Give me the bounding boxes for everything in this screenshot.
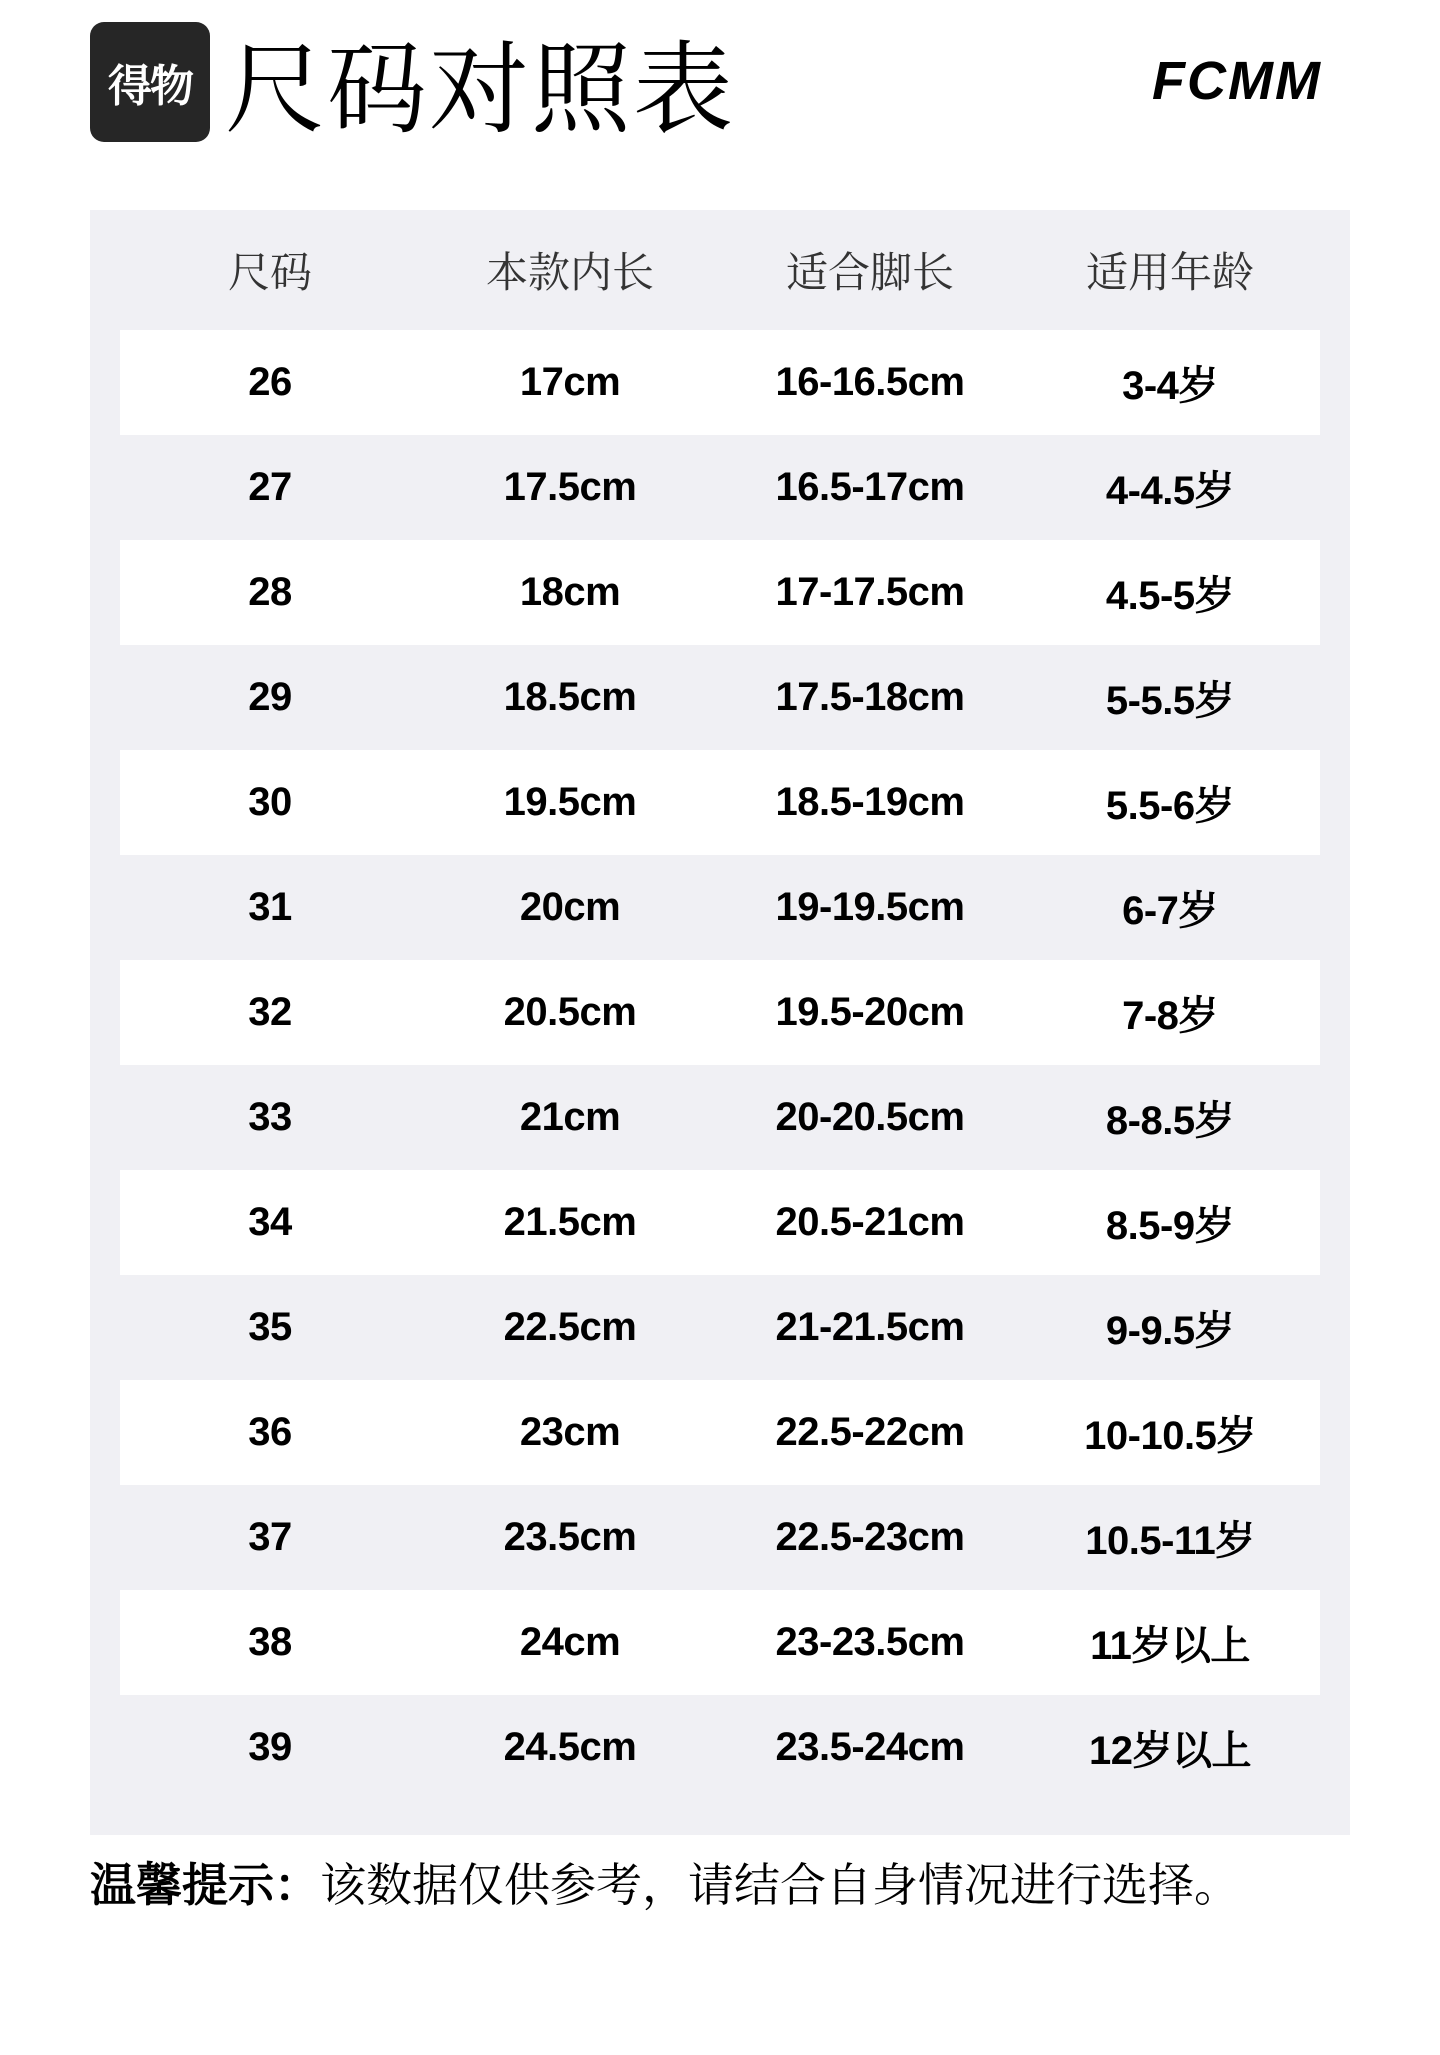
table-row [120, 330, 1320, 435]
cell-size: 35 [248, 1305, 292, 1349]
column-header-size: 尺码 [227, 248, 312, 297]
cell-age: 11岁以上 [1090, 1624, 1250, 1668]
cell-foot-length: 23.5-24cm [775, 1725, 965, 1769]
cell-foot-length: 22.5-22cm [775, 1410, 965, 1454]
table-row [120, 540, 1320, 645]
table-row [120, 1275, 1320, 1380]
table-row [120, 855, 1320, 960]
size-chart-panel [90, 210, 1350, 1835]
cell-inner-length: 22.5cm [503, 1305, 637, 1349]
cell-foot-length: 19.5-20cm [775, 990, 965, 1034]
cell-foot-length: 17-17.5cm [775, 570, 965, 614]
cell-age: 10-10.5岁 [1084, 1414, 1256, 1458]
cell-foot-length: 23-23.5cm [775, 1620, 965, 1664]
cell-age: 12岁以上 [1089, 1729, 1251, 1773]
cell-size: 30 [248, 780, 292, 824]
cell-size: 28 [248, 570, 292, 614]
cell-age: 3-4岁 [1122, 364, 1218, 408]
cell-age: 5-5.5岁 [1105, 679, 1235, 723]
cell-inner-length: 17.5cm [503, 465, 637, 509]
cell-age: 6-7岁 [1122, 889, 1218, 933]
table-row [120, 960, 1320, 1065]
column-header-inner-length: 本款内长 [485, 248, 654, 297]
cell-size: 38 [248, 1620, 292, 1664]
tip-text: 该数据仅供参考，请结合自身情况进行选择。 [320, 1858, 1240, 1912]
cell-inner-length: 21cm [519, 1095, 621, 1139]
cell-foot-length: 19-19.5cm [775, 885, 965, 929]
cell-age: 4-4.5岁 [1105, 469, 1235, 513]
cell-age: 8.5-9岁 [1105, 1204, 1235, 1248]
cell-size: 39 [248, 1725, 292, 1769]
cell-inner-length: 24.5cm [503, 1725, 637, 1769]
cell-foot-length: 16.5-17cm [775, 465, 965, 509]
cell-size: 32 [248, 990, 292, 1034]
table-row [120, 1170, 1320, 1275]
logo-text: 得物 [108, 61, 192, 112]
cell-inner-length: 18.5cm [503, 675, 637, 719]
table-row [120, 645, 1320, 750]
table-row [120, 1590, 1320, 1695]
tip-label: 温馨提示： [90, 1858, 320, 1912]
cell-foot-length: 20.5-21cm [775, 1200, 965, 1244]
cell-age: 7-8岁 [1122, 994, 1218, 1038]
column-header-foot-length: 适合脚长 [785, 248, 954, 297]
cell-size: 29 [248, 675, 292, 719]
cell-age: 10.5-11岁 [1085, 1519, 1255, 1563]
cell-inner-length: 23cm [519, 1410, 621, 1454]
cell-age: 8-8.5岁 [1105, 1099, 1235, 1143]
cell-inner-length: 20cm [519, 885, 621, 929]
cell-inner-length: 17cm [519, 360, 621, 404]
table-row [120, 1065, 1320, 1170]
cell-size: 26 [248, 360, 292, 404]
brand-logo: FCMM [1152, 51, 1322, 111]
cell-age: 5.5-6岁 [1105, 784, 1235, 828]
dewu-logo [90, 22, 210, 142]
cell-age: 9-9.5岁 [1105, 1309, 1235, 1353]
cell-size: 27 [248, 465, 292, 509]
cell-foot-length: 17.5-18cm [775, 675, 965, 719]
cell-size: 33 [248, 1095, 292, 1139]
table-header [120, 210, 1320, 330]
cell-foot-length: 18.5-19cm [775, 780, 965, 824]
cell-inner-length: 18cm [519, 570, 621, 614]
cell-foot-length: 20-20.5cm [775, 1095, 965, 1139]
header [0, 0, 1440, 170]
page-title: 尺码对照表 [225, 31, 735, 148]
cell-inner-length: 23.5cm [503, 1515, 637, 1559]
column-header-age: 适用年龄 [1085, 248, 1254, 297]
cell-foot-length: 22.5-23cm [775, 1515, 965, 1559]
cell-foot-length: 16-16.5cm [775, 360, 965, 404]
table-body [120, 330, 1320, 1800]
cell-inner-length: 20.5cm [503, 990, 637, 1034]
table-row [120, 1695, 1320, 1800]
tip-note [90, 1852, 1390, 1918]
cell-foot-length: 21-21.5cm [775, 1305, 965, 1349]
cell-size: 31 [248, 885, 292, 929]
cell-inner-length: 21.5cm [503, 1200, 637, 1244]
cell-size: 34 [248, 1200, 292, 1244]
table-row [120, 1380, 1320, 1485]
cell-age: 4.5-5岁 [1105, 574, 1235, 618]
cell-inner-length: 24cm [519, 1620, 621, 1664]
cell-size: 36 [248, 1410, 292, 1454]
table-row [120, 435, 1320, 540]
table-row [120, 750, 1320, 855]
table-row [120, 1485, 1320, 1590]
cell-size: 37 [248, 1515, 292, 1559]
cell-inner-length: 19.5cm [503, 780, 637, 824]
